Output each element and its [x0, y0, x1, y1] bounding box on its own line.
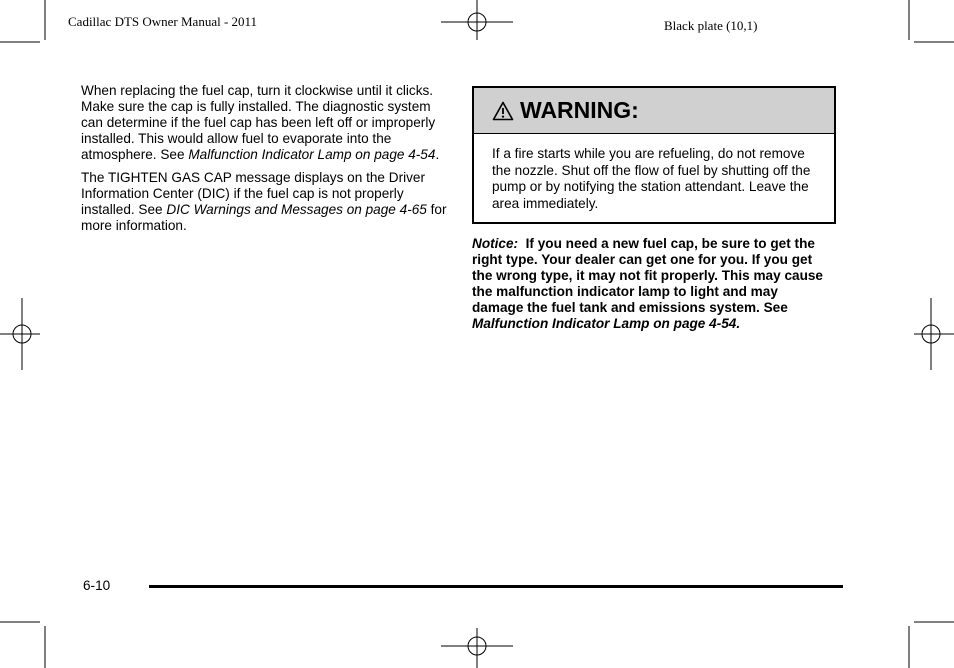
notice-label: Notice:: [472, 236, 519, 251]
warning-title: WARNING:: [520, 97, 639, 123]
warning-box: [472, 86, 836, 224]
footer-rule: [149, 585, 843, 588]
cross-reference-link[interactable]: DIC Warnings and Messages on page 4-65: [166, 202, 427, 217]
page-number: 6-10: [83, 578, 111, 593]
warning-body: If a fire starts while you are refueling, do not remove the nozzle. Shut off the flow of fuel by shutting off the pump or by notifying the station attendant. Leave the area immediately.: [492, 146, 811, 211]
manual-title: Cadillac DTS Owner Manual - 2011: [68, 14, 258, 29]
warning-triangle-icon: [492, 101, 514, 121]
left-column: [81, 83, 451, 241]
cross-reference-link[interactable]: Malfunction Indicator Lamp on page 4-54: [188, 147, 436, 162]
warning-header: [474, 88, 834, 134]
paragraph-tighten-gas-cap: The TIGHTEN GAS CAP message displays on the Driver Information Center (DIC) if the fuel cap is not properly installed. See DIC Warnings and Messages on page 4-65 for more information.: [81, 170, 447, 233]
right-column: [472, 86, 836, 332]
paragraph-fuel-cap: When replacing the fuel cap, turn it clockwise until it clicks. Make sure the cap is fully installed. The diagnostic system can determine if the fuel cap has been left off or improperly installed. This would allow fuel to evaporate into the atmosphere. See Malfunction Indicator Lamp on page 4-54.: [81, 83, 440, 162]
notice-paragraph: Notice: If you need a new fuel cap, be sure to get the right type. Your dealer can get one for you. If you get the wrong type, it may not fit properly. This may cause the malfunction indicator lamp to light and may damage the fuel tank and emissions system. See Malfunction Indicator Lamp on page 4-54.: [472, 236, 823, 331]
plate-label: Black plate (10,1): [664, 18, 758, 33]
cross-reference-link[interactable]: Malfunction Indicator Lamp on page 4-54: [472, 316, 737, 331]
